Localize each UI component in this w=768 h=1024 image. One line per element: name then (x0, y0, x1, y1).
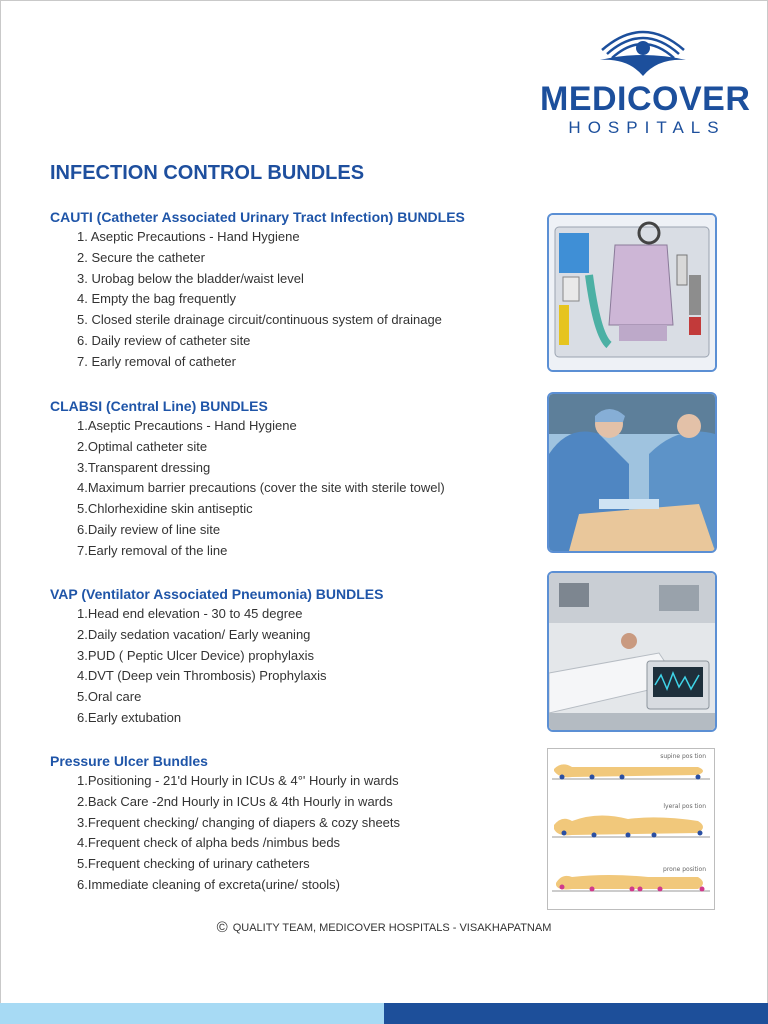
prone-label: prone position (663, 866, 706, 873)
list-item: 4. Empty the bag frequently (77, 291, 236, 307)
copyright-icon: © (216, 919, 228, 936)
section-cauti (50, 207, 465, 373)
central-line-procedure-image (547, 392, 717, 553)
bundle-list (50, 771, 400, 896)
supine-label: supine pos tion (660, 753, 706, 760)
list-item: 5. Closed sterile drainage circuit/continuous system of drainage (77, 312, 442, 328)
bundle-list (50, 604, 383, 729)
list-item: 6. Daily review of catheter site (77, 332, 251, 348)
list-item: 3.Transparent dressing (77, 459, 211, 475)
footer-bar-dark (384, 1003, 768, 1024)
icu-ventilator-image (547, 571, 717, 732)
catheter-kit-image (547, 213, 717, 372)
logo-brand-text: MEDICOVER (540, 80, 751, 118)
list-item: 4.DVT (Deep vein Thrombosis) Prophylaxis (77, 668, 327, 684)
medicover-logo (540, 20, 751, 137)
list-item: 1.Positioning - 21'd Hourly in ICUs & 4°' Hourly in wards (77, 773, 399, 788)
list-item: 2.Daily sedation vacation/ Early weaning (77, 626, 311, 642)
footer-bar-light (0, 1003, 384, 1024)
lateral-label: lyeral pos tion (663, 803, 706, 810)
section-heading: VAP (Ventilator Associated Pneumonia) BUNDLES (50, 586, 384, 602)
page-title: INFECTION CONTROL BUNDLES (50, 162, 365, 184)
list-item: 7. Early removal of catheter (77, 353, 236, 369)
list-item: 4.Maximum barrier precautions (cover the site with sterile towel) (77, 480, 445, 496)
list-item: 1.Head end elevation - 30 to 45 degree (77, 606, 303, 621)
section-heading: Pressure Ulcer Bundles (50, 753, 208, 769)
footer-credit (0, 919, 768, 937)
list-item: 1.Aseptic Precautions - Hand Hygiene (77, 418, 297, 433)
list-item: 7.Early removal of the line (77, 542, 228, 558)
section-clabsi (50, 396, 445, 562)
list-item: 2.Back Care -2nd Hourly in ICUs & 4th Hourly in wards (77, 793, 393, 809)
list-item: 6.Daily review of line site (77, 521, 221, 537)
list-item: 2. Secure the catheter (77, 249, 205, 265)
list-item: 5.Chlorhexidine skin antiseptic (77, 501, 253, 517)
section-heading: CAUTI (Catheter Associated Urinary Tract Infection) BUNDLES (50, 209, 465, 225)
list-item: 1. Aseptic Precautions - Hand Hygiene (77, 229, 300, 244)
list-item: 2.Optimal catheter site (77, 438, 208, 454)
list-item: 6.Early extubation (77, 709, 182, 725)
patient-positioning-diagram (547, 748, 715, 910)
list-item: 5.Frequent checking of urinary catheters (77, 856, 310, 872)
logo-mark-icon (598, 20, 688, 78)
list-item: 3.Frequent checking/ changing of diapers & cozy sheets (77, 814, 401, 830)
bundle-list (50, 227, 465, 373)
section-pressure-ulcer (50, 751, 400, 896)
list-item: 4.Frequent check of alpha beds /nimbus beds (77, 835, 341, 851)
list-item: 3. Urobag below the bladder/waist level (77, 270, 304, 286)
section-vap (50, 584, 383, 729)
bundle-list (50, 416, 445, 562)
footer-text: QUALITY TEAM, MEDICOVER HOSPITALS - VISAKHAPATNAM (232, 922, 552, 934)
list-item: 5.Oral care (77, 689, 142, 705)
list-item: 3.PUD ( Peptic Ulcer Device) prophylaxis (77, 647, 314, 663)
list-item: 6.Immediate cleaning of excreta(urine/ stools) (77, 876, 341, 892)
section-heading: CLABSI (Central Line) BUNDLES (50, 398, 268, 414)
logo-sub-text: HOSPITALS (568, 118, 726, 137)
